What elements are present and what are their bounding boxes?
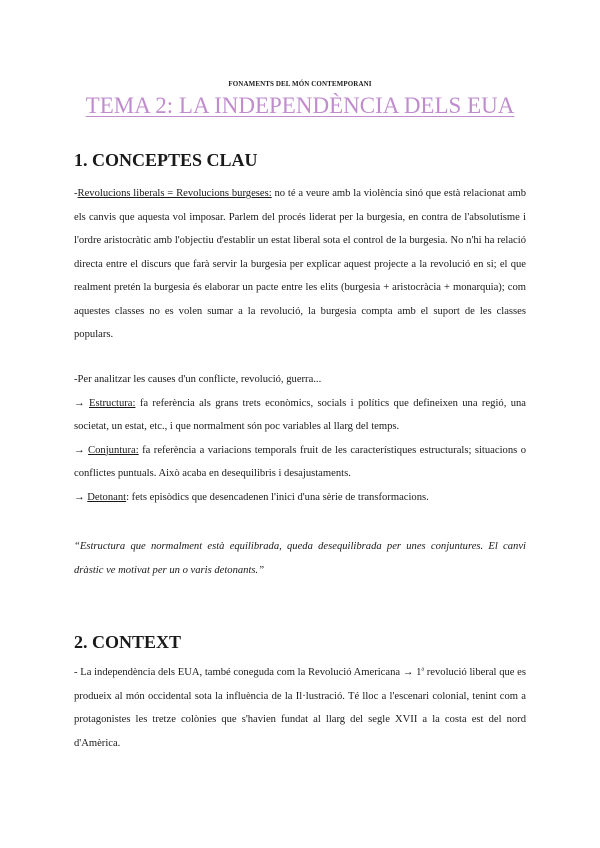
arrow-icon: →: [74, 397, 89, 409]
item-text: fa referència a variacions temporals fruit de les característiques estructurals; situacions o conflictes puntuals. Això acaba en desequilibris i desajustaments.: [74, 444, 526, 479]
item-estructura: [74, 392, 526, 439]
paragraph-text: no té a veure amb la violència sinó que està relacionat amb els canvis que aquesta vol imposar. Parlem del procés liderat per la burgesia, en contra de l'absolutisme i l'ordre aristocràtic amb l'objectiu d'establir un estat liberal sota el control de la burgesia. No n'hi ha relació directa entre el discurs que farà servir la burgesia per explicar aquest projecte a la revolució en si; el que realment pretén la burgesia és elaborar un pacte entre les elits (burgesia + aristocràcia + monarquia); com aquestes classes no es volen sumar a la revolució, la burgesia compta amb el suport de les classes populars.: [74, 188, 527, 340]
item-detonant: [74, 486, 526, 510]
context-text-end: revolució liberal que es produeix al món occidental sota la influència de la Il·lustració. Té lloc a l'escenari colonial, tenint com a protagonistes les tretze colònies que s'havien fundat al llarg del segle XVII a la costa est del nord d'Amèrica.: [74, 667, 527, 749]
context-text-start: - La independència dels EUA, també coneguda com la Revolució Americana → 1: [74, 667, 422, 678]
quote-paragraph: “Estructura que normalment està equilibrada, queda desequilibrada per unes conjuntures. El canvi dràstic ve motivat per un o varis detonants.”: [74, 541, 526, 576]
arrow-icon: →: [74, 491, 88, 503]
paragraph-prefix: -: [74, 188, 78, 199]
page-title: [0, 93, 600, 119]
section-heading-context: 2. CONTEXT: [74, 632, 182, 652]
term-conjuntura: Conjuntura:: [88, 444, 139, 456]
term-liberal-revolutions: Revolucions liberals = Revolucions burgeses:: [77, 188, 272, 199]
term-estructura: Estructura:: [88, 397, 136, 409]
item-text: fa referència als grans trets econòmics, socials i polítics que defineixen una regió, una societat, un estat, etc., i que normalment són poc variables al llarg del temps.: [74, 397, 526, 432]
item-conjuntura: [74, 439, 526, 486]
arrow-icon: →: [74, 444, 89, 456]
item-text: : fets episòdics que desencadenen l'inici d'una sèrie de transformacions.: [126, 491, 429, 503]
paragraph-context: [74, 661, 526, 755]
analysis-list: [74, 368, 526, 509]
ordinal-superscript: a: [421, 666, 425, 673]
paragraph-liberal-revolutions: [74, 182, 526, 347]
page-title-text: TEMA 2: LA INDEPENDÈNCIA DELS EUA: [85, 93, 515, 118]
course-header: FONAMENTS DEL MÓN CONTEMPORANI: [228, 80, 372, 88]
term-detonant: Detonant: [87, 491, 127, 503]
section-heading-concepts: 1. CONCEPTES CLAU: [74, 150, 258, 170]
analysis-intro: -Per analitzar les causes d'un conflicte, revolució, guerra...: [74, 374, 322, 385]
